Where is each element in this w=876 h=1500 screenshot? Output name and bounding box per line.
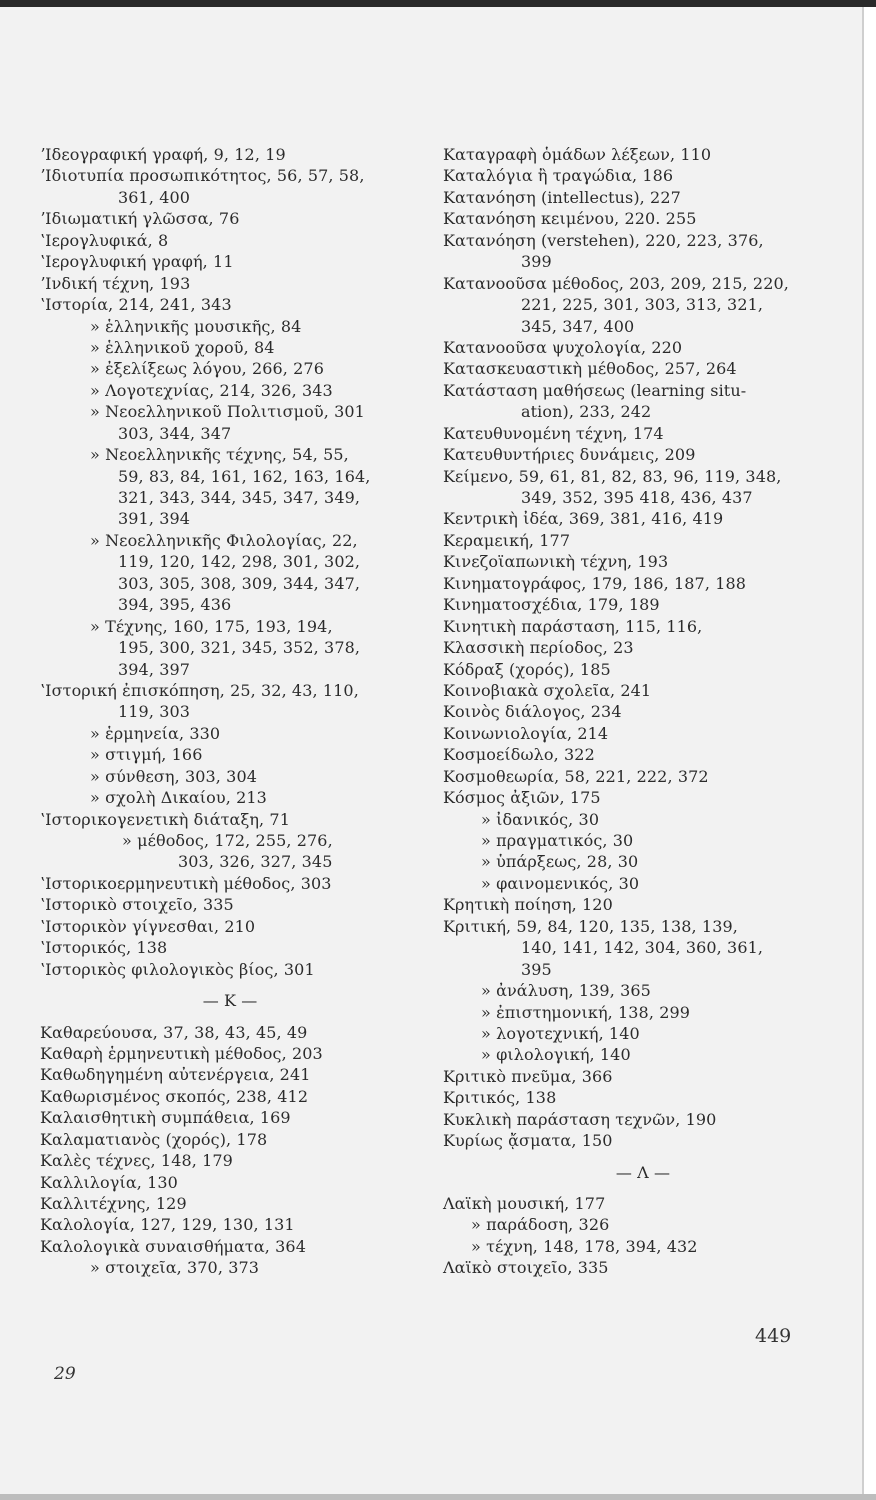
right-index-entry: Κοινοβιακὰ σχολεῖα, 241 (443, 680, 652, 700)
right-index-entry: Κατανόηση (verstehen), 220, 223, 376, (443, 230, 764, 250)
right-index-entry: Κατευθυντήριες δυνάμεις, 209 (443, 445, 696, 465)
right-index-entry: 349, 352, 395 418, 436, 437 (521, 488, 753, 507)
right-index-entry: » ἀνάλυση, 139, 365 (481, 981, 651, 1001)
spacer (443, 1183, 843, 1193)
book-page (0, 7, 864, 1494)
right-index-entry: » τέχνη, 148, 178, 394, 432 (471, 1236, 698, 1256)
left-index-entry: Καλαματιανὸς (χορός), 178 (40, 1129, 268, 1149)
left-index-entry: » ἐξελίξεως λόγου, 266, 276 (90, 359, 324, 379)
right-index-entry: Κυκλικὴ παράσταση τεχνῶν, 190 (443, 1109, 717, 1129)
left-index-entry: Καλολογικὰ συναισθήματα, 364 (40, 1236, 306, 1256)
left-index-entry: » Νεοελληνικῆς τέχνης, 54, 55, (90, 445, 349, 465)
right-index-entry: Κριτικός, 138 (443, 1088, 557, 1108)
right-index-entry: Κινηματογράφος, 179, 186, 187, 188 (443, 573, 747, 593)
right-index-entry: 395 (521, 959, 552, 979)
right-index-entry: Λαϊκὴ μουσική, 177 (443, 1194, 606, 1213)
right-index-entry: Κοινὸς διάλογος, 234 (443, 702, 622, 722)
left-index-entry: ʽΙερογλυφικά, 8 (40, 230, 169, 250)
right-index-entry: » φαινομενικός, 30 (481, 873, 640, 893)
right-index-entry: 345, 347, 400 (521, 316, 635, 336)
right-index-entry: Λαϊκὸ στοιχεῖο, 335 (443, 1258, 609, 1278)
left-index-entry: ʼΙδιωματική γλῶσσα, 76 (40, 209, 240, 229)
right-index-entry: Κατανοοῦσα μέθοδος, 203, 209, 215, 220, (443, 273, 789, 293)
left-index-entry: » Νεοελληνικοῦ Πολιτισμοῦ, 301 (90, 402, 365, 422)
left-index-entry: 394, 395, 436 (118, 595, 232, 615)
left-index-entry: ʽΙστορικὸ στοιχεῖο, 335 (40, 895, 234, 915)
scan-bottom-edge (0, 1494, 876, 1500)
section-letter-heading: — Λ — (615, 1162, 671, 1182)
right-index-entry: Κατανοοῦσα ψυχολογία, 220 (443, 337, 683, 357)
right-index-entry: ation), 233, 242 (521, 402, 652, 422)
right-index-entry: Κόσμος ἀξιῶν, 175 (443, 788, 601, 808)
left-index-entry: ʽΙστορικὸς φιλολογικὸς βίος, 301 (40, 959, 315, 979)
scan-top-edge (0, 0, 876, 7)
left-index-entry: ʽΙστορική ἐπισκόπηση, 25, 32, 43, 110, (40, 680, 359, 700)
right-index-entry: Κατάσταση μαθήσεως (learning situ- (443, 380, 747, 400)
left-index-entry: Καλαισθητικὴ συμπάθεια, 169 (40, 1108, 291, 1128)
signature-mark: 29 (54, 1364, 76, 1384)
right-index-entry: » ὑπάρξεως, 28, 30 (481, 852, 639, 872)
left-index-entry: » σύνθεση, 303, 304 (90, 766, 258, 786)
left-index-entry: 303, 344, 347 (118, 423, 232, 443)
right-index-entry: Κρητικὴ ποίηση, 120 (443, 895, 613, 915)
right-index-entry: Κατανόηση (intellectus), 227 (443, 187, 681, 207)
right-index-entry: » ἐπιστημονική, 138, 299 (481, 1002, 691, 1022)
right-index-entry: Κυρίως ᾄσματα, 150 (443, 1131, 613, 1151)
left-index-entry: Καλολογία, 127, 129, 130, 131 (40, 1215, 295, 1235)
index-left-column (40, 144, 420, 1279)
right-index-entry: » παράδοση, 326 (471, 1215, 610, 1235)
right-index-entry: Κατανόηση κειμένου, 220. 255 (443, 209, 697, 229)
right-index-entry: Κοσμοείδωλο, 322 (443, 745, 595, 765)
right-index-entry: » φιλολογική, 140 (481, 1045, 631, 1065)
left-index-entry: 394, 397 (118, 659, 191, 679)
left-index-entry: » ἑρμηνεία, 330 (90, 723, 221, 743)
left-index-entry: Καλλιτέχνης, 129 (40, 1194, 187, 1213)
right-index-entry: Κινηματοσχέδια, 179, 189 (443, 595, 660, 615)
left-index-entry: » ἑλληνικῆς μουσικῆς, 84 (90, 316, 302, 336)
left-index-entry: » σχολὴ Δικαίου, 213 (90, 788, 267, 808)
right-index-entry: Κριτικὸ πνεῦμα, 366 (443, 1066, 613, 1086)
left-index-entry: ʽΙστορικός, 138 (40, 938, 168, 958)
right-index-entry: » πραγματικός, 30 (481, 831, 634, 850)
spacer (40, 980, 420, 990)
left-index-entry: ʼΙνδική τέχνη, 193 (40, 273, 191, 293)
left-index-entry: ʽΙστορικογενετικὴ διάταξη, 71 (40, 809, 290, 829)
left-index-entry: ʽΙερογλυφική γραφή, 11 (40, 252, 234, 272)
right-index-entry: » λογοτεχνική, 140 (481, 1023, 640, 1043)
right-index-entry: Κριτική, 59, 84, 120, 135, 138, 139, (443, 916, 738, 936)
left-index-entry: 119, 120, 142, 298, 301, 302, (118, 552, 361, 572)
spacer (40, 1012, 420, 1022)
left-index-entry: 303, 326, 327, 345 (178, 852, 333, 872)
page-number: 449 (755, 1325, 792, 1347)
right-index-entry: Καταγραφὴ ὁμάδων λέξεων, 110 (443, 145, 712, 164)
right-index-entry: Κατευθυνομένη τέχνη, 174 (443, 423, 664, 443)
right-index-entry: Κεντρικὴ ἰδέα, 369, 381, 416, 419 (443, 509, 724, 529)
right-index-entry: Κόδραξ (χορός), 185 (443, 659, 611, 679)
left-index-entry: 321, 343, 344, 345, 347, 349, (118, 488, 361, 507)
right-index-entry: Κινεζοϊαπωνικὴ τέχνη, 193 (443, 552, 669, 572)
section-letter-heading: — Κ — (202, 991, 258, 1011)
right-index-entry: Κατασκευαστικὴ μέθοδος, 257, 264 (443, 359, 737, 379)
right-index-entry: 221, 225, 301, 303, 313, 321, (521, 295, 764, 315)
left-index-entry: » μέθοδος, 172, 255, 276, (122, 831, 333, 850)
right-index-entry: Κοσμοθεωρία, 58, 221, 222, 372 (443, 766, 709, 786)
left-index-entry: 195, 300, 321, 345, 352, 378, (118, 638, 361, 658)
left-index-entry: Καθαρὴ ἑρμηνευτικὴ μέθοδος, 203 (40, 1043, 323, 1063)
left-index-entry: Καθωδηγημένη αὐτενέργεια, 241 (40, 1065, 311, 1085)
left-index-entry: » στιγμή, 166 (90, 745, 203, 765)
left-index-entry: ʼΙδιοτυπία προσωπικότητος, 56, 57, 58, (40, 166, 365, 186)
right-index-entry: Κεραμεική, 177 (443, 530, 571, 550)
right-index-entry: » ἰδανικός, 30 (481, 809, 600, 829)
left-index-entry: 361, 400 (118, 187, 191, 207)
left-index-entry: Καλὲς τέχνες, 148, 179 (40, 1151, 233, 1171)
right-index-entry: Κείμενο, 59, 61, 81, 82, 83, 96, 119, 348, (443, 466, 782, 486)
right-index-entry: 399 (521, 252, 552, 272)
left-index-entry: ʽΙστορία, 214, 241, 343 (40, 295, 232, 315)
left-index-entry: 119, 303 (118, 702, 191, 722)
left-index-entry: Καθαρεύουσα, 37, 38, 43, 45, 49 (40, 1022, 308, 1042)
left-index-entry: 303, 305, 308, 309, 344, 347, (118, 573, 361, 593)
index-right-column (443, 144, 843, 1279)
left-index-entry: 59, 83, 84, 161, 162, 163, 164, (118, 466, 371, 486)
left-index-entry: Καθωρισμένος σκοπός, 238, 412 (40, 1086, 309, 1106)
left-index-entry: » Τέχνης, 160, 175, 193, 194, (90, 616, 333, 636)
right-index-entry: Καταλόγια ἢ τραγώδια, 186 (443, 166, 674, 186)
left-index-entry: ʽΙστορικὸν γίγνεσθαι, 210 (40, 916, 256, 936)
left-index-entry: 391, 394 (118, 509, 191, 529)
left-index-entry: » Λογοτεχνίας, 214, 326, 343 (90, 380, 333, 400)
left-index-entry: Καλλιλογία, 130 (40, 1172, 178, 1192)
left-index-entry: » Νεοελληνικῆς Φιλολογίας, 22, (90, 530, 358, 550)
left-index-entry: » ἑλληνικοῦ χοροῦ, 84 (90, 337, 275, 357)
right-index-entry: Κινητικὴ παράσταση, 115, 116, (443, 616, 703, 636)
left-index-entry: ʽΙστορικοερμηνευτικὴ μέθοδος, 303 (40, 873, 332, 893)
right-index-entry: 140, 141, 142, 304, 360, 361, (521, 938, 764, 958)
right-index-entry: Κοινωνιολογία, 214 (443, 723, 609, 743)
left-index-entry: » στοιχεῖα, 370, 373 (90, 1258, 260, 1278)
spacer (443, 1152, 843, 1162)
right-index-entry: Κλασσικὴ περίοδος, 23 (443, 638, 634, 658)
left-index-entry: ʼΙδεογραφική γραφή, 9, 12, 19 (40, 145, 286, 164)
